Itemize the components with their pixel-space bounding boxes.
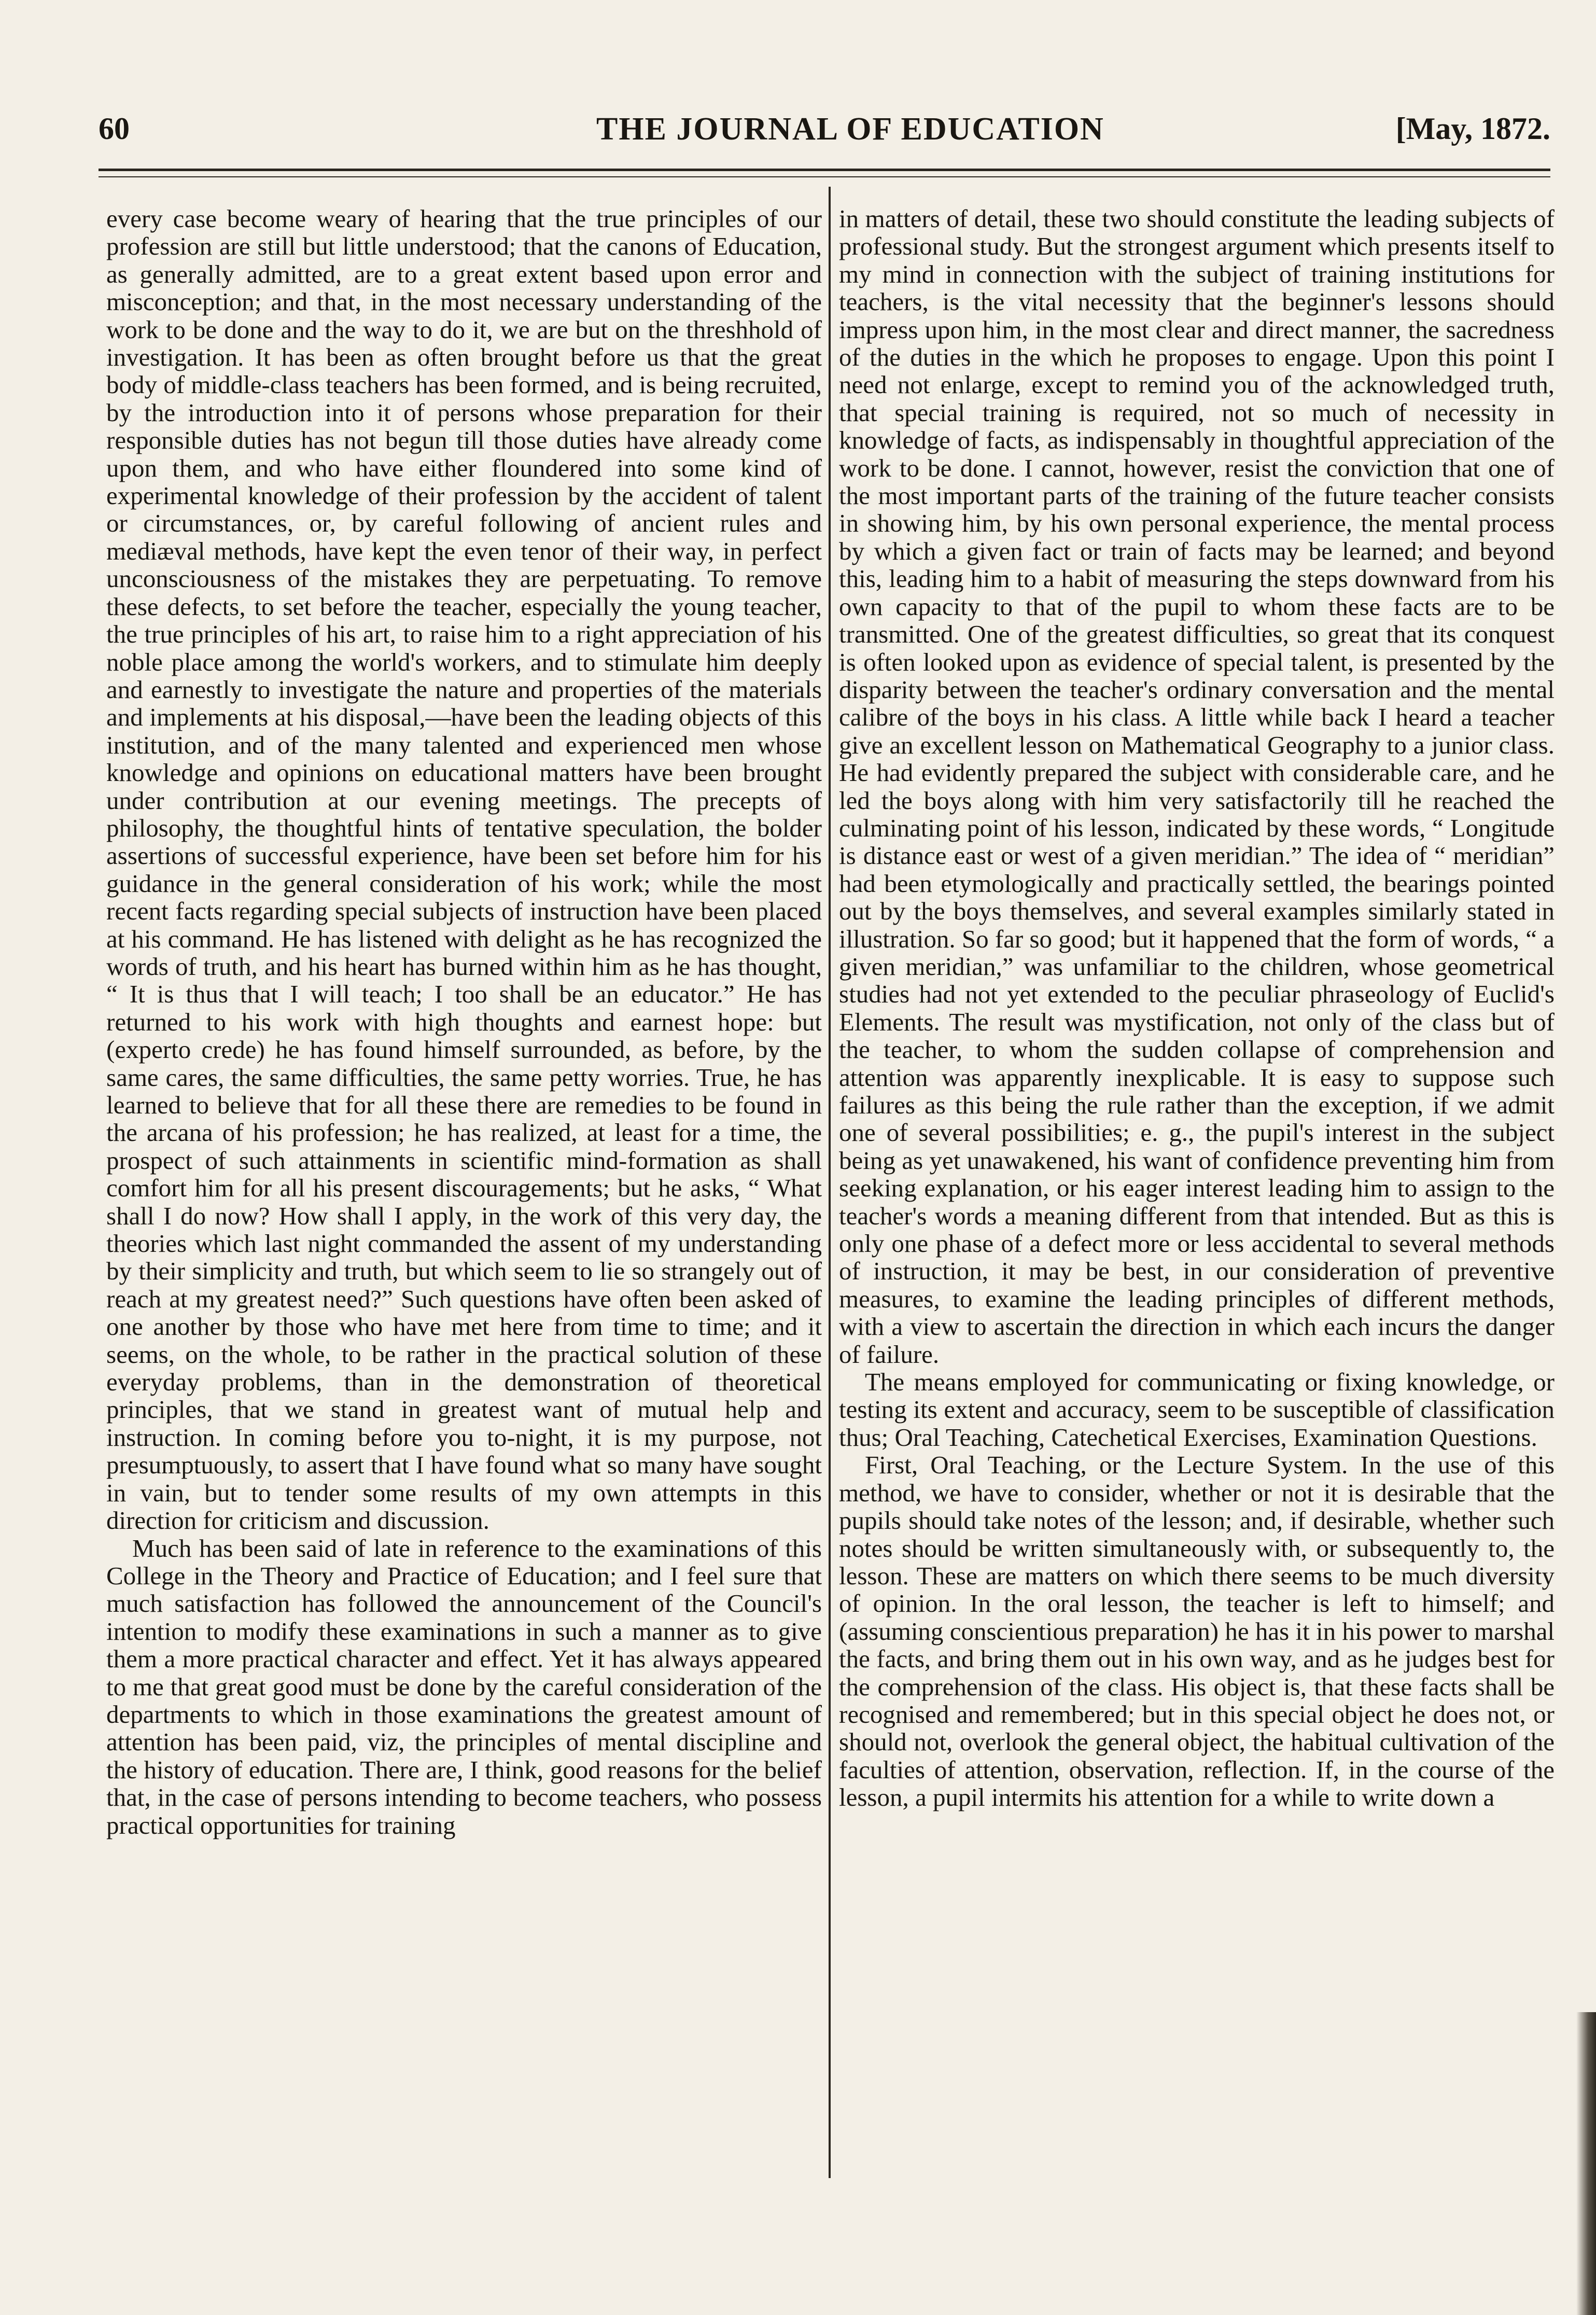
header-rule-thin	[99, 176, 1550, 177]
column-divider	[829, 187, 831, 2178]
left-column	[106, 205, 822, 2175]
page-number: 60	[99, 111, 130, 146]
right-paragraph-1: in matters of detail, these two should constitute the leading subjects of professional study. But the strongest argument which presents itself to my mind in connection with the subject of training institutions for teachers, is the vital necessity that the beginner's lessons should impress upon him, in the most clear and direct manner, the sacredness of the duties in the which he proposes to engage. Upon this point I need not enlarge, except to remind you of the acknowledged truth, that special training is required, not so much of necessity in knowledge of facts, as indispensably in thoughtful appreciation of the work to be done. I cannot, however, resist the conviction that one of the most important parts of the training of the future teacher consists in showing him, by his own personal experience, the mental process by which a given fact or train of facts may be learned; and beyond this, leading him to a habit of measuring the steps downward from his own capacity to that of the pupil to whom these facts are to be transmitted. One of the greatest difficulties, so great that its conquest is often looked upon as evidence of special talent, is presented by the disparity between the teacher's ordinary conversation and the mental calibre of the boys in his class. A little while back I heard a teacher give an excellent lesson on Mathematical Geography to a junior class. He had evidently prepared the subject with considerable care, and he led the boys along with him very satisfactorily till he reached the culminating point of his lesson, indicated by these words, “ Longitude is distance east or west of a given meridian.” The idea of “ meridian” had been etymologically and practically settled, the bearings pointed out by the boys themselves, and several examples similarly stated in illustration. So far so good; but it happened that the form of words, “ a given meridian,” was unfamiliar to the children, whose geometrical studies had not yet extended to the peculiar phraseology of Euclid's Elements. The result was mystification, not only of the class but of the teacher, to whom the sudden collapse of comprehension and attention was apparently inexplicable. It is easy to suppose such failures as this being the rule rather than the exception, if we admit one of several possibilities; e. g., the pupil's interest in the subject being as yet unawakened, his want of confidence preventing him from seeking explanation, or his eager interest leading him to assign to the teacher's words a meaning different from that intended. But as this is only one phase of a defect more or less accidental to several methods of instruction, it may be best, in our consideration of preventive measures, to examine the leading principles of different methods, with a view to ascertain the direction in which each incurs the danger of failure.	[839, 205, 1555, 1369]
right-paragraph-3: First, Oral Teaching, or the Lecture System. In the use of this method, we have to consider, whether or not it is desirable that the pupils should take notes of the lesson; and, if desirable, whether such notes should be written simultaneously with, or subsequently to, the lesson. These are matters on which there seems to be much diversity of opinion. In the oral lesson, the teacher is left to himself; and (assuming conscientious preparation) he has it in his power to marshal the facts, and bring them out in his own way, and as he judges best for the comprehension of the class. His object is, that these facts shall be recognised and remembered; but in this special object he does not, or should not, overlook the general object, the habitual cultivation of the faculties of attention, observation, reflection. If, in the course of the lesson, a pupil intermits his attention for a while to write down a	[839, 1451, 1555, 1812]
header-rule-thick	[99, 169, 1550, 171]
right-column	[839, 205, 1555, 2175]
right-paragraph-2: The means employed for communicating or fixing knowledge, or testing its extent and accuracy, seem to be susceptible of classification thus; Oral Teaching, Catechetical Exercises, Examination Questions.	[839, 1368, 1555, 1452]
left-paragraph-1: every case become weary of hearing that the true principles of our profession are still but little understood; that the canons of Education, as generally admitted, are to a great extent based upon error and misconception; and that, in the most necessary understanding of the work to be done and the way to do it, we are but on the threshhold of investigation. It has been as often brought before us that the great body of middle-class teachers has been formed, and is being recruited, by the introduction into it of persons whose preparation for their responsible duties has not begun till those duties have already come upon them, and who have either floundered into some kind of experimental knowledge of their profession by the accident of talent or circumstances, or, by careful following of ancient rules and mediæval methods, have kept the even tenor of their way, in perfect unconsciousness of the mistakes they are perpetuating. To remove these defects, to set before the teacher, especially the young teacher, the true principles of his art, to raise him to a right appreciation of his noble place among the world's workers, and to stimulate him deeply and earnestly to investigate the nature and properties of the materials and implements at his disposal,—have been the leading objects of this institution, and of the many talented and experienced men whose knowledge and opinions on educational matters have been brought under contribution at our evening meetings. The precepts of philosophy, the thoughtful hints of tentative speculation, the bolder assertions of successful experience, have been set before him for his guidance in the general consideration of his work; while the most recent facts regarding special subjects of instruction have been placed at his command. He has listened with delight as he has recognized the words of truth, and his heart has burned within him as he has thought, “ It is thus that I will teach; I too shall be an educator.” He has returned to his work with high thoughts and earnest hope: but (experto crede) he has found himself surrounded, as before, by the same cares, the same difficulties, the same petty worries. True, he has learned to believe that for all these there are remedies to be found in the arcana of his profession; he has realized, at least for a time, the prospect of such attainments in scientific mind-formation as shall comfort him for all his present discouragements; but he asks, “ What shall I do now? How shall I apply, in the work of this very day, the theories which last night commanded the assent of my understanding by their simplicity and truth, but which seem to lie so strangely out of reach at my greatest need?” Such questions have often been asked of one another by those who have met here from time to time; and it seems, on the whole, to be rather in the practical solution of these everyday problems, than in the demonstration of theoretical principles, that we stand in greatest want of mutual help and instruction. In coming before you to-night, it is my purpose, not presumptuously, to assert that I have found what so many have sought in vain, but to tender some results of my own attempts in this direction for criticism and discussion.	[106, 205, 822, 1535]
issue-date: [May, 1872.	[1395, 111, 1550, 146]
left-paragraph-2: Much has been said of late in reference to the examinations of this College in the Theory and Practice of Education; and I feel sure that much satisfaction has followed the announcement of the Council's intention to modify these examinations in such a manner as to give them a more practical character and effect. Yet it has always appeared to me that great good must be done by the careful consideration of the departments to which in those examinations the greatest amount of attention has been paid, viz, the principles of mental discipline and the history of education. There are, I think, good reasons for the belief that, in the case of persons intending to become teachers, who possess practical opportunities for training	[106, 1533, 822, 1839]
page-header	[99, 104, 1550, 150]
journal-title: THE JOURNAL OF EDUCATION	[596, 111, 1104, 147]
page-binding-edge	[1576, 2012, 1596, 2315]
